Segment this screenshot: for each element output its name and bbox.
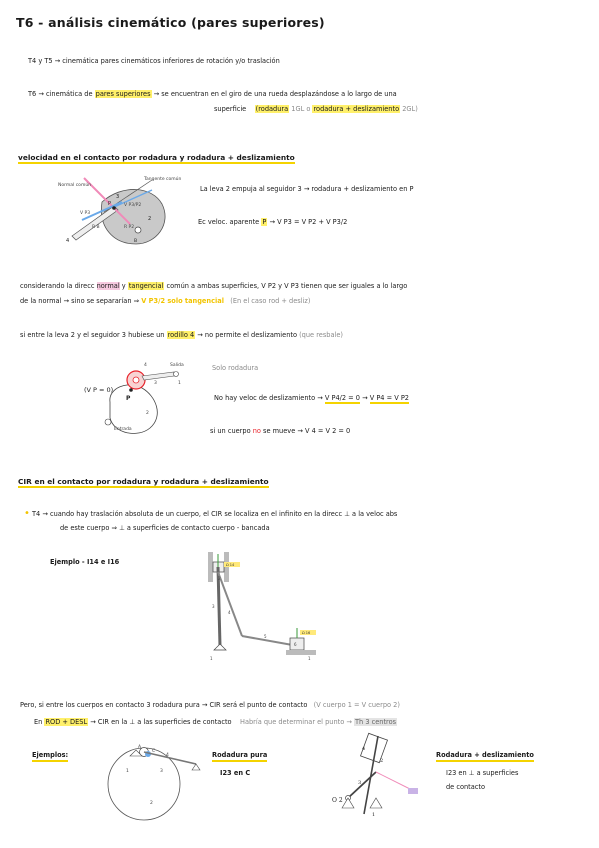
- fig2-n2-label: 2: [146, 411, 149, 416]
- leva-line: La leva 2 empuja al seguidor 3 → rodadura + deslizamiento en P: [200, 185, 414, 193]
- mech-n4: 4: [228, 610, 231, 615]
- cam-body: [101, 189, 165, 244]
- no-deslizamiento-line: [214, 395, 409, 402]
- intro-line-2: [28, 91, 397, 98]
- rodillo-word: rodillo 4: [167, 331, 195, 339]
- rodadura-label: (rodadura: [255, 105, 289, 113]
- ex2-m3-label: 3: [358, 780, 362, 786]
- rodillo-b: → no permite el deslizamiento: [197, 331, 297, 339]
- crank-arm: [348, 772, 376, 798]
- fig1-n4-label: 4: [66, 238, 70, 244]
- intro-line-2a: T6 → cinemática de: [28, 90, 93, 98]
- ex1-title: Rodadura pura: [212, 752, 267, 762]
- mech-n1b: 1: [308, 656, 311, 661]
- ex2-m4-label: 4: [362, 746, 366, 752]
- veloc-equation: → V P3 = V P2 + V P3/2: [269, 218, 348, 226]
- fig2-vp0-label: (V P = 0): [84, 386, 114, 394]
- section-1-header: velocidad en el contacto por rodadura y rodadura + deslizamiento: [18, 154, 295, 164]
- normal-para-c: común a ambas superficies, V P2 y V P3 tienen que ser iguales a lo largo: [166, 282, 408, 290]
- en-c: Habría que determinar el punto →: [239, 718, 352, 726]
- en-a: En: [34, 718, 43, 726]
- yellow-bullet-icon: •: [24, 508, 30, 519]
- ex2-m1-label: 1: [372, 812, 376, 818]
- t4-line-2: de este cuerpo ⇒ ⊥ a superficies de contacto cuerpo - bancada: [60, 524, 270, 532]
- pares-superiores-highlight: pares superiores: [95, 90, 151, 98]
- slider-2: [290, 638, 304, 650]
- ground-o2: [342, 798, 354, 808]
- guide-left: [208, 552, 213, 582]
- normal-para-2a: de la normal → sino se separarían ⇒: [20, 297, 140, 305]
- ex1-a-label: A: [138, 745, 142, 750]
- mech-n1a: 1: [210, 656, 213, 661]
- ex2-sub-1: I23 en ⊥ a superficies: [446, 769, 519, 777]
- intro-line-1: T4 y T5 → cinemática pares cinemáticos inferiores de rotación y/o traslación: [28, 57, 280, 65]
- normal-para-b: y: [121, 282, 126, 290]
- rod-desliz-note: (En el caso rod + desliz): [230, 297, 311, 305]
- fig1-p-label: P: [108, 201, 112, 207]
- fig2-n1-label: 1: [178, 381, 181, 386]
- fig1-b-label: B: [134, 239, 138, 244]
- rolling-wheel-figure: [96, 742, 206, 832]
- ex1-n3-label: 3: [160, 769, 163, 774]
- follower2-arm: [142, 372, 174, 380]
- intro-line-3a: superficie: [214, 105, 247, 113]
- rod-desl-label: rodadura + deslizamiento: [313, 105, 400, 113]
- solo-tangencial-highlight: V P3/2 solo tangencial: [141, 297, 224, 305]
- mech-n5: 5: [264, 634, 267, 639]
- ground-o3: [370, 798, 382, 808]
- contact-point-p: [112, 206, 116, 210]
- wheel-outer: [108, 748, 180, 820]
- mech-n2: 2: [218, 576, 221, 581]
- t4-line-1-text: T4 → cuando hay traslación absoluta de un cuerpo, el CIR se localiza en el infinito en la direcc ⊥ a la veloc abs: [32, 510, 398, 518]
- roller-pivot: [133, 377, 139, 383]
- section-2-header: CIR en el contacto por rodadura y rodadura + deslizamiento: [18, 478, 269, 488]
- ground-pivot: [214, 644, 226, 650]
- page-title: T6 - análisis cinemático (pares superiores): [16, 15, 325, 30]
- intro-line-2b: → se encuentran en el giro de una rueda desplazándose a lo largo de una: [153, 90, 397, 98]
- cam2-pivot: [105, 419, 111, 425]
- ex1-n2-label: 2: [150, 801, 153, 806]
- ejemplos-label: Ejemplos:: [32, 752, 68, 762]
- intro-line-3: [214, 106, 418, 113]
- normal-para-a: considerando la direcc: [20, 282, 95, 290]
- normal-paragraph-line-2: [20, 298, 310, 305]
- cuerpo-line: [210, 428, 350, 435]
- pero-note: (V cuerpo 1 = V cuerpo 2): [313, 701, 400, 709]
- no-desl-a: No hay veloc de deslizamiento →: [214, 394, 323, 402]
- ex2-o2-label: O 2: [332, 797, 343, 804]
- ex2-m2-label: 2: [380, 758, 384, 764]
- ejemplo-label: Ejemplo - I14 e I16: [50, 558, 120, 566]
- rod-desl-highlight: ROD + DESL: [45, 718, 88, 726]
- three-centres-note: Th 3 centros: [355, 718, 397, 726]
- tangential-word: tangencial: [128, 282, 164, 290]
- ex1-c-label: C: [152, 749, 156, 754]
- en-line: [34, 719, 397, 726]
- mech-n3: 3: [212, 604, 215, 609]
- ex2-title: Rodadura + deslizamiento: [436, 752, 534, 762]
- follower2-pivot: [174, 372, 179, 377]
- fig2-salida-label: Salida: [170, 363, 184, 368]
- solo-rodadura-label: Solo rodadura: [212, 364, 259, 372]
- fig1-n2-label: 2: [148, 216, 152, 222]
- contact-point-p2: [129, 388, 133, 392]
- pero-text: Pero, si entre los cuerpos en contacto 3 rodadura pura → CIR será el punto de contacto: [20, 701, 308, 709]
- slider-mechanism-figure: [198, 550, 328, 665]
- fig1-normal-label: Normal común: [58, 183, 92, 188]
- fig1-n3-label: 3: [116, 194, 120, 200]
- ex1-n1-label: 1: [126, 769, 129, 774]
- velocity-tag: [408, 788, 418, 794]
- en-b: → CIR en la ⊥ a las superficies de contacto: [90, 718, 232, 726]
- t4-line-1: [24, 509, 397, 519]
- no-desl-b: V P4/2 = 0: [324, 394, 360, 402]
- fig1-rp2-label: R P2: [124, 225, 135, 230]
- fig1-vp3p2-label: V P3/P2: [124, 203, 142, 208]
- crank-pivot: [192, 764, 200, 770]
- cuerpo-b: se mueve → V 4 = V 2 = 0: [263, 427, 351, 435]
- rodillo-note: (que resbale): [299, 331, 343, 339]
- cam-follower-figure: [52, 172, 192, 252]
- mech-n6: 6: [294, 642, 297, 647]
- cuerpo-no: no: [252, 427, 261, 435]
- fig2-n3-label: 3: [154, 381, 157, 386]
- rodillo-a: si entre la leva 2 y el seguidor 3 hubiese un: [20, 331, 165, 339]
- fig2-p-label: P: [126, 395, 131, 402]
- ex1-n4-label: 4: [166, 753, 169, 758]
- rodadura-gl: 1GL o: [291, 105, 311, 113]
- rod-desl-gl: 2GL): [402, 105, 418, 113]
- rodillo-line: [20, 332, 343, 339]
- fig1-rb-label: R B: [92, 225, 100, 230]
- ex1-sub: I23 en C: [220, 769, 251, 777]
- slider-crank-figure: [328, 732, 428, 822]
- ex2-sub-2: de contacto: [446, 783, 486, 791]
- fig2-entrada-label: Entrada: [114, 427, 132, 432]
- fig1-vp3-label: V P3: [80, 211, 91, 216]
- cuerpo-a: si un cuerpo: [210, 427, 251, 435]
- link-horizontal: [242, 636, 298, 646]
- cam-pivot: [135, 227, 141, 233]
- fig2-n4-label: 4: [144, 363, 147, 368]
- veloc-aparente-line: [198, 219, 347, 226]
- normal-paragraph-line-1: [20, 283, 407, 290]
- velocity-label-1: Ω 14: [226, 563, 235, 567]
- link-diagonal: [218, 572, 242, 636]
- no-desl-d: V P4 = V P2: [369, 394, 409, 402]
- normal-word: normal: [96, 282, 120, 290]
- ground-right: [286, 650, 316, 655]
- pero-line: [20, 702, 400, 709]
- fig1-tangente-label: Tangente común: [144, 177, 182, 182]
- veloc-aparente-label: Ec veloc. aparente: [198, 218, 260, 226]
- velocity-label-2: Ω 16: [302, 631, 311, 635]
- no-desl-c: →: [362, 394, 368, 402]
- cam-roller-figure: [84, 352, 194, 444]
- veloc-p-highlight: P: [262, 218, 267, 226]
